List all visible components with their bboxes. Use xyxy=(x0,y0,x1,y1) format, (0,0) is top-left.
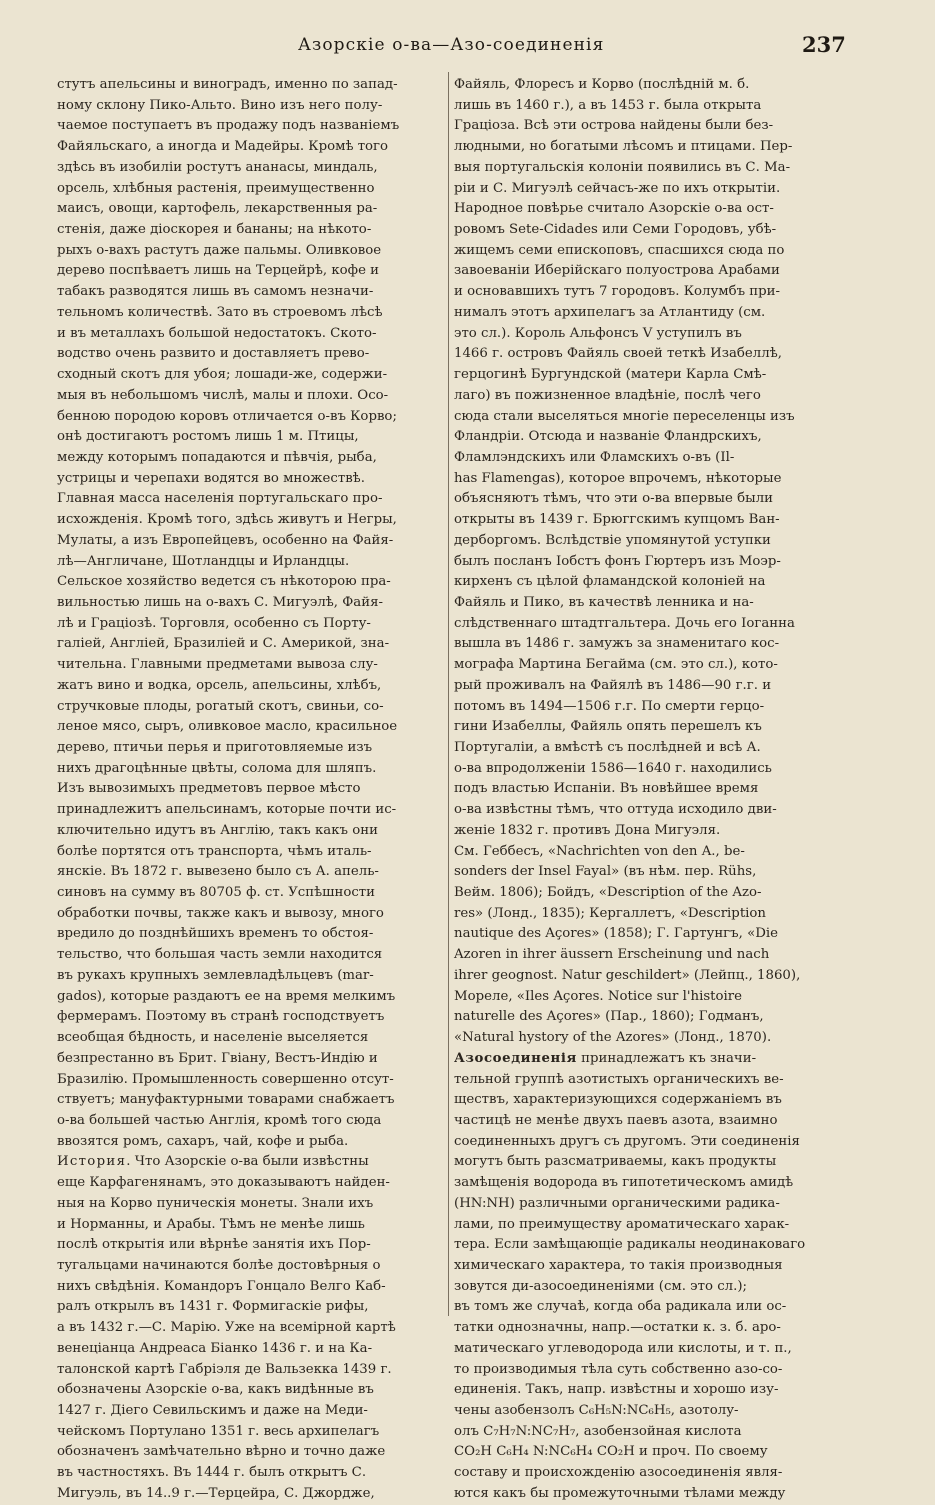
text-line: чительна. Главными предметами вывоза слу- xyxy=(57,657,378,673)
text-line: Мигуэль, въ 14..9 г.—Терцейра, С. Джордже, xyxy=(57,1485,375,1501)
text-line: стенія, даже діоскорея и бананы; на нѣкото- xyxy=(57,222,372,238)
text-line: дерево поспѣваетъ лишь на Терцейрѣ, кофе и xyxy=(57,263,380,279)
text-line: исхожденія. Кромѣ того, здѣсь живутъ и Негры, xyxy=(57,512,397,528)
page-number: 237 xyxy=(802,32,846,57)
text-line: мыя въ небольшомъ числѣ, малы и плохи. Осо- xyxy=(57,387,389,403)
text-line: рыхъ о-вахъ растутъ даже пальмы. Оливковое xyxy=(57,242,382,258)
text-line: Мулаты, а изъ Европейцевъ, особенно на Файя- xyxy=(57,532,394,548)
text-line: жищемъ семи епископовъ, спасшихся сюда по xyxy=(454,242,785,258)
text-line: послѣ открытія или вѣрнѣе занятія ихъ Пор- xyxy=(57,1237,371,1253)
text-line: талонской картѣ Габріэля де Вальзекка 1439 г. xyxy=(57,1361,392,1377)
text-line: тера. Если замѣщающіе радикалы неодинаковаго xyxy=(454,1237,806,1253)
text-line: частицѣ не менѣе двухъ паевъ азота, взаимно xyxy=(454,1112,778,1128)
text-line: и въ металлахъ большой недостатокъ. Ското- xyxy=(57,325,377,341)
text-line: болѣе портятся отъ транспорта, чѣмъ италь- xyxy=(57,843,372,859)
text-line: Вейм. 1806); Бойдъ, «Description of the Azo- xyxy=(454,885,762,901)
text-line: Фламлэндскихъ или Фламскихъ о-въ (Il- xyxy=(454,449,735,465)
text-line: зовутся ди-азосоединеніями (см. это сл.); xyxy=(454,1278,748,1294)
text-line: водство очень развито и доставляетъ прево- xyxy=(57,346,370,362)
text-line: тельной группѣ азотистыхъ органическихъ ве- xyxy=(454,1071,784,1087)
text-line: онѣ достигаютъ ростомъ лишь 1 м. Птицы, xyxy=(57,429,359,445)
text-line: бенною породою коровъ отличается о-въ Корво; xyxy=(57,408,397,424)
text-line: въ рукахъ крупныхъ землевладѣльцевъ (mar- xyxy=(57,967,374,983)
text-line: стручковые плоды, рогатый скотъ, свиньи, со- xyxy=(57,698,384,714)
text-line: Азосоединенія принадлежатъ къ значи- xyxy=(454,1050,757,1066)
text-line: ществъ, характеризующихся содержаніемъ въ xyxy=(454,1092,782,1108)
text-line: маисъ, овощи, картофель, лекарственныя ра- xyxy=(57,201,378,217)
text-line: Изъ вывозимыхъ предметовъ первое мѣсто xyxy=(57,781,361,797)
text-line: матическаго углеводорода или кислоты, и т. п., xyxy=(454,1340,792,1356)
text-line: это сл.). Король Альфонсъ V уступилъ въ xyxy=(454,325,742,341)
text-line: Народное повѣрье считало Азорскіе о-ва ост- xyxy=(454,201,774,217)
text-line: синовъ на сумму въ 80705 ф. ст. Успѣшности xyxy=(57,885,376,901)
text-line: въ томъ же случаѣ, когда оба радикала или ос- xyxy=(454,1299,787,1315)
text-line: женіе 1832 г. противъ Дона Мигуэля. xyxy=(454,822,721,838)
text-line: то производимыя тѣла суть собственно азо-со- xyxy=(454,1361,783,1377)
text-line: былъ посланъ Іобстъ фонъ Гюртеръ изъ Моэр- xyxy=(454,553,781,569)
text-line: лаго) въ пожизненное владѣніе, послѣ чего xyxy=(454,387,761,403)
text-line: устрицы и черепахи водятся во множествѣ. xyxy=(57,470,365,486)
text-line: ihrer geognost. Natur geschildert» (Лейпц., 1860), xyxy=(454,967,801,983)
text-line: лѣ и Граціозѣ. Торговля, особенно съ Порту- xyxy=(57,615,371,631)
text-line: ствуетъ; мануфактурными товарами снабжаетъ xyxy=(57,1092,395,1108)
text-line: Azoren in ihrer äussern Erscheinung und nach xyxy=(454,947,770,963)
text-line: чены азобензолъ C₆H₅N:NC₆H₅, азотолу- xyxy=(454,1403,739,1418)
text-line: тельство, что большая часть земли находится xyxy=(57,947,383,963)
text-line: (HN:NH) различными органическими радика- xyxy=(454,1195,780,1211)
text-line: ются какъ бы промежуточными тѣлами между xyxy=(454,1485,786,1501)
text-line: gados), которые раздаютъ ее на время мелкимъ xyxy=(57,988,396,1004)
text-line: объясняютъ тѣмъ, что эти о-ва впервые были xyxy=(454,491,774,507)
text-line: дерево, птичьи перья и приготовляемые изъ xyxy=(57,740,373,755)
text-line: Фландріи. Отсюда и названіе Фландрскихъ, xyxy=(454,429,762,445)
text-line: чейскомъ Портулано 1351 г. весь архипелагъ xyxy=(57,1423,380,1439)
text-line: замѣщенія водорода въ гипотетическомъ амидѣ xyxy=(454,1175,794,1191)
text-line: фермерамъ. Поэтому въ странѣ господствуетъ xyxy=(57,1009,385,1025)
text-line: обозначенъ замѣчательно вѣрно и точно даже xyxy=(57,1444,386,1460)
text-line: о-ва впродолженіи 1586—1640 г. находились xyxy=(454,760,772,776)
text-line: has Flamengas), которое впрочемъ, нѣкоторые xyxy=(454,470,782,486)
text-line: sonders der Insel Fayal» (въ нѣм. пер. Rühs, xyxy=(454,864,757,880)
text-line: слѣдственнаго штадтгальтера. Дочь его Іоганна xyxy=(454,615,795,631)
text-line: Португаліи, а вмѣстѣ съ послѣдней и всѣ А. xyxy=(454,740,761,755)
text-line: рый проживалъ на Файялѣ въ 1486—90 г.г. и xyxy=(454,677,772,693)
text-line: и Норманны, и Арабы. Тѣмъ не менѣе лишь xyxy=(57,1216,365,1232)
text-line: Сельское хозяйство ведется съ нѣкоторою пра- xyxy=(57,574,391,590)
text-line: янскіе. Въ 1872 г. вывезено было съ А. апель- xyxy=(57,864,379,880)
text-line: венеціанца Андреаса Біанко 1436 г. и на Ка- xyxy=(57,1340,373,1356)
text-line: единенія. Такъ, напр. извѣстны и хорошо изу- xyxy=(454,1382,779,1398)
text-line: вышла въ 1486 г. замужъ за знаменитаго кос- xyxy=(454,636,780,652)
text-line: ріи и С. Мигуэлѣ сейчасъ-же по ихъ открытіи. xyxy=(454,180,781,196)
text-line: лишь въ 1460 г.), а въ 1453 г. была открыта xyxy=(454,97,762,113)
running-head: Азорскіе о-ва—Азо-соединенія xyxy=(298,35,605,55)
text-line: Бразилію. Промышленность совершенно отсут- xyxy=(57,1071,394,1087)
text-line: История. Что Азорскіе о-ва были извѣстны xyxy=(57,1154,369,1170)
text-line: завоеваніи Иберійскаго полуострова Арабами xyxy=(454,263,780,279)
text-line: о-ва большей частью Англія, кромѣ того сюда xyxy=(57,1112,382,1128)
text-line: татки однозначны, напр.—остатки к. з. б. аро- xyxy=(454,1320,781,1336)
text-line: сюда стали выселяться многіе переселенцы изъ xyxy=(454,408,795,424)
text-line: жатъ вино и водка, орсель, апельсины, хлѣбъ, xyxy=(57,677,382,693)
text-line: составу и происхожденію азосоединенія явля- xyxy=(454,1465,783,1481)
text-line: орсель, хлѣбныя растенія, преимущественно xyxy=(57,180,375,196)
text-line: сходный скотъ для убоя; лошади-же, содержи- xyxy=(57,367,388,383)
column-divider xyxy=(448,72,449,1316)
text-line: ному склону Пико-Альто. Вино изъ него полу- xyxy=(57,97,383,113)
text-line: Файяль и Пико, въ качествѣ ленника и на- xyxy=(454,594,754,610)
text-line: вильностью лишь на о-вахъ С. Мигуэлѣ, Файя- xyxy=(57,594,383,610)
text-line: кирхенъ съ цѣлой фламандской колоніей на xyxy=(454,574,766,590)
text-line: галіей, Англіей, Бразиліей и С. Америкой, зна- xyxy=(57,636,390,652)
text-line: Главная масса населенія португальскаго про- xyxy=(57,491,383,507)
text-line: герцогинѣ Бургундской (матери Карла Смѣ- xyxy=(454,367,767,383)
text-line: naturelle des Açores» (Пар., 1860); Годманъ, xyxy=(454,1009,764,1025)
text-line: 1466 г. островъ Файяль своей теткѣ Изабеллѣ, xyxy=(454,346,782,362)
text-line: «Natural hystory of the Azores» (Лонд., 1870). xyxy=(454,1030,772,1046)
text-line: тугальцами начинаются болѣе достовѣрныя о xyxy=(57,1257,381,1273)
text-line: еще Карфагенянамъ, это доказываютъ найден- xyxy=(57,1175,390,1191)
text-line: могутъ быть разсматриваемы, какъ продукты xyxy=(454,1154,777,1170)
text-line: нихъ свѣдѣнія. Командоръ Гонцало Велго Каб- xyxy=(57,1278,386,1294)
text-line: нималъ этотъ архипелагъ за Атлантиду (см. xyxy=(454,304,766,320)
text-line: вредило до позднѣйшихъ временъ то обстоя- xyxy=(57,926,374,942)
text-line: тельномъ количествѣ. Зато въ строевомъ лѣсѣ xyxy=(57,304,383,320)
text-line: всеобщая бѣдность, и населеніе выселяется xyxy=(57,1030,369,1046)
text-line: обработки почвы, также какъ и вывозу, много xyxy=(57,905,384,921)
text-line: Мореле, «Iles Açores. Notice sur l'histoire xyxy=(454,988,743,1004)
text-column-right xyxy=(454,75,840,1505)
text-line: стутъ апельсины и виноградъ, именно по запад- xyxy=(57,77,398,92)
text-line: открыты въ 1439 г. Брюггскимъ купцомъ Ван- xyxy=(454,512,780,528)
text-line: ровомъ Sete-Cidades или Семи Городовъ, убѣ- xyxy=(454,222,777,238)
text-line: о-ва извѣстны тѣмъ, что оттуда исходило дви- xyxy=(454,802,777,818)
text-line: между которымъ попадаются и пѣвчія, рыба, xyxy=(57,449,377,465)
text-line: мографа Мартина Бегайма (см. это сл.), кото- xyxy=(454,657,778,673)
text-line: а въ 1432 г.—С. Марію. Уже на всемірной картѣ xyxy=(57,1320,396,1336)
text-line: и основавшихъ тутъ 7 городовъ. Колумбъ при- xyxy=(454,284,781,300)
text-line: CO₂H C₆H₄ N:NC₆H₄ CO₂H и проч. По своему xyxy=(454,1444,768,1460)
text-line: ныя на Корво пуническія монеты. Знали ихъ xyxy=(57,1195,374,1211)
text-line: олъ C₇H₇N:NC₇H₇, азобензойная кислота xyxy=(454,1423,742,1439)
text-line: чаемое поступаетъ въ продажу подъ названіемъ xyxy=(57,118,400,134)
text-line: лѣ—Англичане, Шотландцы и Ирландцы. xyxy=(57,553,350,569)
text-line: людными, но богатыми лѣсомъ и птицами. Пер- xyxy=(454,139,793,155)
text-line: гини Изабеллы, Файяль опять перешелъ къ xyxy=(454,719,762,735)
text-line: Граціоза. Всѣ эти острова найдены были без- xyxy=(454,118,774,134)
text-line: потомъ въ 1494—1506 г.г. По смерти герцо- xyxy=(454,698,765,714)
text-line: леное мясо, сыръ, оливковое масло, красильное xyxy=(57,719,398,735)
text-column-left xyxy=(57,75,443,1505)
text-line: res» (Лонд., 1835); Кергаллетъ, «Description xyxy=(454,905,766,921)
text-line: подъ властью Испаніи. Въ новѣйшее время xyxy=(454,781,759,797)
text-line: лами, по преимуществу ароматическаго харак- xyxy=(454,1216,790,1232)
text-line: ключительно идутъ въ Англію, такъ какъ они xyxy=(57,822,378,838)
text-line: Файяль, Флоресъ и Корво (послѣдній м. б. xyxy=(454,77,750,92)
text-line: nautique des Açores» (1858); Г. Гартунгъ, «Die xyxy=(454,926,778,942)
text-line: безпрестанно въ Брит. Гвіану, Вестъ-Индію и xyxy=(57,1050,378,1066)
text-line: табакъ разводятся лишь въ самомъ незначи- xyxy=(57,284,374,300)
text-line: ввозятся ромъ, сахаръ, чай, кофе и рыба. xyxy=(57,1133,349,1149)
text-line: См. Геббесъ, «Nachrichten von den A., be- xyxy=(454,843,745,859)
text-line: дерборгомъ. Вслѣдствіе упомянутой уступки xyxy=(454,532,771,548)
text-line: ралъ открылъ въ 1431 г. Формигаскіе рифы, xyxy=(57,1299,369,1315)
text-line: 1427 г. Діего Севильскимъ и даже на Меди- xyxy=(57,1403,368,1418)
text-line: здѣсь въ изобиліи ростутъ ананасы, миндаль, xyxy=(57,159,378,175)
text-line: Файяльскаго, а иногда и Мадейры. Кромѣ того xyxy=(57,139,389,155)
text-line: обозначены Азорскіе о-ва, какъ видѣнные въ xyxy=(57,1382,374,1398)
text-line: выя португальскія колоніи появились въ С. Ма- xyxy=(454,159,791,175)
text-line: химическаго характера, то такія производныя xyxy=(454,1257,783,1273)
text-line: принадлежитъ апельсинамъ, которые почти ис- xyxy=(57,802,397,818)
text-line: въ частностяхъ. Въ 1444 г. былъ открытъ С. xyxy=(57,1465,367,1481)
text-line: нихъ драгоцѣнные цвѣты, солома для шляпъ. xyxy=(57,760,377,776)
text-line: соединенныхъ другъ съ другомъ. Эти соединенія xyxy=(454,1133,800,1149)
